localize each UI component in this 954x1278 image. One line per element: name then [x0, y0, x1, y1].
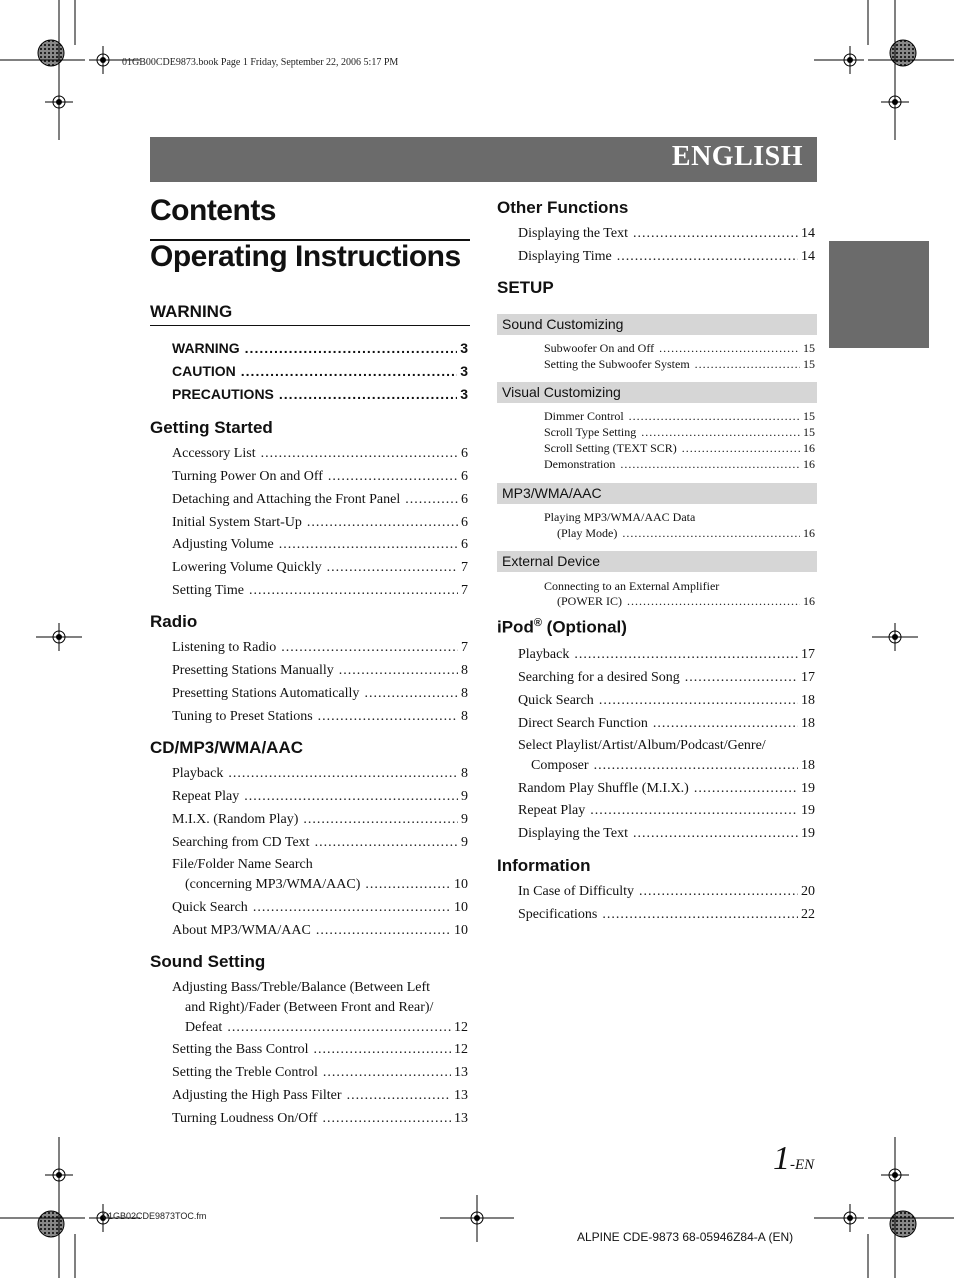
sound-customizing-bar [497, 314, 817, 335]
leader-dots [364, 684, 458, 704]
visual-customizing-bar [497, 382, 817, 403]
toc-entry[interactable] [172, 1086, 468, 1106]
toc-page: 14 [801, 226, 815, 241]
toc-label: Setting the Subwoofer System [544, 357, 690, 371]
toc-label: (POWER IC) [557, 594, 622, 608]
toc-label: Searching for a desired Song [518, 670, 680, 685]
page-number-suffix: -EN [790, 1157, 815, 1173]
toc-label: Random Play Shuffle (M.I.X.) [518, 781, 689, 796]
toc-entry[interactable] [557, 593, 815, 609]
leader-dots [617, 247, 798, 267]
leader-dots [245, 338, 458, 358]
toc-label: (Play Mode) [557, 526, 618, 540]
leader-dots [323, 1063, 451, 1083]
toc-label: PRECAUTIONS [172, 386, 274, 402]
toc-page: 18 [801, 758, 815, 773]
toc-label: Displaying Time [518, 249, 612, 264]
toc-page: 7 [461, 560, 468, 575]
toc-page: 6 [461, 469, 468, 484]
toc-label: Tuning to Preset Stations [172, 709, 313, 724]
leader-dots [629, 408, 800, 424]
leader-dots [633, 224, 798, 244]
toc-label: Playback [518, 647, 570, 662]
toc-entry[interactable] [518, 691, 815, 711]
toc-entry[interactable] [172, 361, 468, 381]
toc-page: 3 [460, 340, 468, 356]
leader-dots [682, 440, 800, 456]
sound-setting-heading: Sound Setting [150, 952, 266, 971]
leader-dots [307, 513, 458, 533]
leader-dots [228, 764, 458, 784]
toc-page: 20 [801, 884, 815, 899]
operating-title: Operating Instructions [150, 240, 461, 273]
leader-dots [599, 691, 798, 711]
leader-dots [261, 444, 458, 464]
toc-entry[interactable] [172, 921, 468, 941]
toc-entry[interactable] [172, 338, 468, 358]
toc-page: 22 [801, 907, 815, 922]
target-mark-tl [38, 40, 64, 66]
toc-entry[interactable] [518, 645, 815, 665]
toc-page: 9 [461, 789, 468, 804]
leader-dots [253, 898, 451, 918]
ipod-heading [497, 617, 627, 638]
toc-label: Turning Power On and Off [172, 469, 323, 484]
toc-entry[interactable] [518, 247, 815, 267]
toc-page: 18 [801, 716, 815, 731]
toc-page: 3 [460, 363, 468, 379]
leader-dots [590, 801, 798, 821]
leader-dots [279, 535, 458, 555]
warning-heading: WARNING [150, 302, 233, 321]
toc-page: 17 [801, 647, 815, 662]
toc-label: Presetting Stations Automatically [172, 686, 360, 701]
toc-page: 8 [461, 766, 468, 781]
toc-page: 6 [461, 492, 468, 507]
leader-dots [328, 467, 458, 487]
warning-rule [150, 325, 470, 326]
toc-page: 13 [454, 1088, 468, 1103]
leader-dots [641, 424, 800, 440]
leader-dots [339, 661, 458, 681]
toc-label: Dimmer Control [544, 409, 624, 423]
toc-page: 16 [803, 594, 815, 608]
toc-entry-line[interactable]: Playing MP3/WMA/AAC Data [544, 510, 696, 524]
toc-label: Initial System Start-Up [172, 515, 302, 530]
toc-label: Adjusting Volume [172, 537, 274, 552]
external-device-bar [497, 551, 817, 572]
toc-entry[interactable] [172, 764, 468, 784]
page-number [773, 1140, 814, 1178]
toc-page: 12 [454, 1020, 468, 1035]
leader-dots [279, 384, 457, 404]
toc-entry[interactable] [544, 456, 815, 472]
toc-page: 15 [803, 425, 815, 439]
leader-dots [653, 714, 798, 734]
page-number-digit: 1 [773, 1140, 790, 1177]
toc-label: Direct Search Function [518, 716, 648, 731]
toc-entry[interactable] [172, 444, 468, 464]
toc-entry[interactable] [172, 1109, 468, 1129]
toc-page: 15 [803, 409, 815, 423]
toc-page: 8 [461, 709, 468, 724]
toc-page: 15 [803, 357, 815, 371]
toc-label: Scroll Type Setting [544, 425, 637, 439]
toc-label: (concerning MP3/WMA/AAC) [185, 877, 361, 892]
toc-entry-line[interactable]: Select Playlist/Artist/Album/Podcast/Genre/ [518, 738, 766, 753]
toc-page: 17 [801, 670, 815, 685]
toc-label: Scroll Setting (TEXT SCR) [544, 441, 677, 455]
toc-entry[interactable] [172, 833, 468, 853]
toc-entry-line[interactable]: Connecting to an External Amplifier [544, 579, 720, 593]
toc-page: 16 [803, 441, 815, 455]
toc-entry[interactable] [172, 1063, 468, 1083]
leader-dots [327, 558, 458, 578]
leader-dots [620, 456, 800, 472]
toc-entry-line[interactable]: File/Folder Name Search [172, 857, 313, 872]
toc-page: 19 [801, 781, 815, 796]
toc-page: 3 [460, 386, 468, 402]
toc-page: 8 [461, 663, 468, 678]
toc-label: Repeat Play [172, 789, 240, 804]
target-mark-tr [890, 40, 916, 66]
toc-label: In Case of Difficulty [518, 884, 634, 899]
toc-entry[interactable] [518, 882, 815, 902]
toc-label: Specifications [518, 907, 598, 922]
toc-page: 18 [801, 693, 815, 708]
other-functions-heading: Other Functions [497, 198, 629, 217]
leader-dots [244, 787, 458, 807]
toc-label: Displaying the Text [518, 826, 628, 841]
toc-label: Quick Search [172, 900, 248, 915]
toc-entry[interactable] [172, 684, 468, 704]
toc-page: 10 [454, 923, 468, 938]
toc-label: Detaching and Attaching the Front Panel [172, 492, 401, 507]
leader-dots [227, 1018, 451, 1038]
toc-entry[interactable] [172, 467, 468, 487]
toc-label: M.I.X. (Random Play) [172, 812, 299, 827]
toc-entry[interactable] [518, 224, 815, 244]
model-footer: ALPINE CDE-9873 68-05946Z84-A (EN) [577, 1230, 794, 1244]
getting-started-heading: Getting Started [150, 418, 273, 437]
toc-label: Lowering Volume Quickly [172, 560, 322, 575]
toc-entry[interactable] [172, 638, 468, 658]
leader-dots [659, 340, 800, 356]
language-banner [150, 137, 817, 182]
leader-dots [241, 361, 457, 381]
leader-dots [316, 921, 451, 941]
toc-label: WARNING [172, 340, 240, 356]
toc-entry[interactable] [172, 707, 468, 727]
leader-dots [685, 668, 798, 688]
leader-dots [318, 707, 458, 727]
leader-dots [365, 875, 451, 895]
toc-entry[interactable] [544, 440, 815, 456]
toc-entry[interactable] [518, 801, 815, 821]
toc-entry[interactable] [172, 513, 468, 533]
toc-label: Quick Search [518, 693, 594, 708]
toc-page: 15 [803, 341, 815, 355]
toc-entry[interactable] [544, 408, 815, 424]
toc-page: 12 [454, 1042, 468, 1057]
target-mark-bl [38, 1211, 64, 1237]
information-heading: Information [497, 856, 591, 875]
toc-entry[interactable] [185, 875, 468, 895]
side-tab [829, 241, 929, 348]
toc-label: Presetting Stations Manually [172, 663, 334, 678]
toc-page: 6 [461, 515, 468, 530]
cd-heading: CD/MP3/WMA/AAC [150, 738, 303, 757]
toc-entry[interactable] [172, 898, 468, 918]
toc-page: 16 [803, 526, 815, 540]
toc-entry[interactable] [172, 558, 468, 578]
toc-entry[interactable] [172, 490, 468, 510]
toc-page: 9 [461, 812, 468, 827]
leader-dots [281, 638, 458, 658]
leader-dots [639, 882, 798, 902]
toc-label: About MP3/WMA/AAC [172, 923, 311, 938]
language-label: ENGLISH [671, 141, 803, 172]
leader-dots [622, 525, 800, 541]
toc-entry[interactable] [544, 356, 815, 372]
toc-page: 10 [454, 877, 468, 892]
toc-label: Listening to Radio [172, 640, 277, 655]
leader-dots [594, 756, 798, 776]
leader-dots [314, 1040, 452, 1060]
toc-label: Repeat Play [518, 803, 586, 818]
toc-label: Subwoofer On and Off [544, 341, 655, 355]
toc-entry[interactable] [518, 668, 815, 688]
toc-entry[interactable] [172, 661, 468, 681]
toc-label: Turning Loudness On/Off [172, 1111, 318, 1126]
registered-mark: ® [533, 617, 542, 629]
toc-entry[interactable] [518, 824, 815, 844]
toc-page: 7 [461, 583, 468, 598]
toc-page: 16 [803, 457, 815, 471]
toc-label: Composer [531, 758, 589, 773]
toc-label: Demonstration [544, 457, 616, 471]
subbar-label: Visual Customizing [502, 384, 621, 400]
subbar-label: MP3/WMA/AAC [502, 485, 602, 501]
toc-entry[interactable] [518, 714, 815, 734]
toc-label: Searching from CD Text [172, 835, 310, 850]
toc-page: 6 [461, 446, 468, 461]
print-footer-file: 01GB02CDE9873TOC.fm [103, 1211, 207, 1221]
subbar-label: External Device [502, 553, 601, 569]
toc-label: Playback [172, 766, 224, 781]
leader-dots [694, 779, 798, 799]
leader-dots [249, 581, 458, 601]
toc-entry-line[interactable]: Adjusting Bass/Treble/Balance (Between Left [172, 980, 431, 995]
toc-entry[interactable] [544, 424, 815, 440]
toc-label: Setting Time [172, 583, 244, 598]
toc-label: Defeat [185, 1020, 223, 1035]
toc-label: Accessory List [172, 446, 256, 461]
toc-page: 9 [461, 835, 468, 850]
ipod-heading-rest: (Optional) [541, 617, 627, 637]
toc-entry-line[interactable]: and Right)/Fader (Between Front and Rear)/ [185, 1000, 434, 1015]
leader-dots [322, 1109, 451, 1129]
toc-page: 7 [461, 640, 468, 655]
toc-entry[interactable] [544, 340, 815, 356]
mp3-bar [497, 483, 817, 504]
toc-label: CAUTION [172, 363, 236, 379]
ipod-heading-main: iPod [497, 617, 534, 637]
leader-dots [602, 905, 798, 925]
toc-label: Adjusting the High Pass Filter [172, 1088, 342, 1103]
toc-label: Setting the Bass Control [172, 1042, 309, 1057]
toc-entry[interactable] [172, 787, 468, 807]
subbar-label: Sound Customizing [502, 316, 624, 332]
leader-dots [405, 490, 458, 510]
toc-entry[interactable] [172, 535, 468, 555]
leader-dots [695, 356, 800, 372]
setup-heading: SETUP [497, 278, 554, 297]
toc-entry[interactable] [172, 1040, 468, 1060]
toc-page: 8 [461, 686, 468, 701]
radio-heading: Radio [150, 612, 198, 631]
toc-entry[interactable] [172, 810, 468, 830]
toc-page: 19 [801, 826, 815, 841]
toc-page: 14 [801, 249, 815, 264]
leader-dots [574, 645, 798, 665]
toc-entry[interactable] [518, 905, 815, 925]
leader-dots [315, 833, 458, 853]
toc-entry[interactable] [531, 756, 815, 776]
toc-entry[interactable] [518, 779, 815, 799]
toc-page: 6 [461, 537, 468, 552]
toc-page: 10 [454, 900, 468, 915]
toc-page: 19 [801, 803, 815, 818]
print-header: 01GB00CDE9873.book Page 1 Friday, September 22, 2006 5:17 PM [122, 57, 399, 68]
toc-page: 13 [454, 1065, 468, 1080]
toc-entry[interactable] [185, 1018, 468, 1038]
leader-dots [633, 824, 798, 844]
toc-entry[interactable] [172, 581, 468, 601]
toc-label: Displaying the Text [518, 226, 628, 241]
toc-entry[interactable] [557, 525, 815, 541]
leader-dots [347, 1086, 451, 1106]
target-mark-br [890, 1211, 916, 1237]
toc-entry[interactable] [172, 384, 468, 404]
contents-title: Contents [150, 194, 276, 227]
leader-dots [627, 593, 800, 609]
toc-page: 13 [454, 1111, 468, 1126]
toc-label: Setting the Treble Control [172, 1065, 318, 1080]
leader-dots [303, 810, 458, 830]
